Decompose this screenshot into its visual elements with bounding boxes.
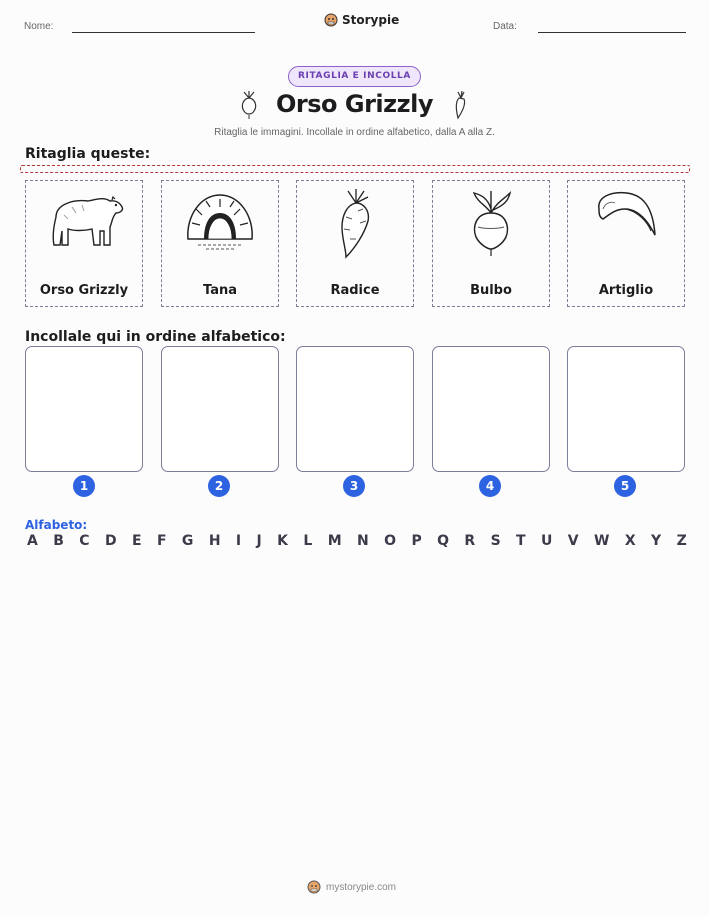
alphabet-letter: S	[490, 533, 501, 549]
paste-section-title: Incollale qui in ordine alfabetico:	[25, 329, 286, 345]
brand-logo	[324, 13, 399, 27]
order-number: 3	[343, 475, 365, 497]
footer	[307, 880, 396, 894]
den-icon	[182, 187, 258, 251]
storypie-mascot-icon	[324, 13, 338, 27]
alphabet-row	[27, 533, 687, 549]
storypie-mascot-icon	[307, 880, 321, 894]
alphabet-letter: K	[277, 533, 288, 549]
alphabet-letter: Z	[676, 533, 687, 549]
paste-box-5[interactable]	[567, 346, 685, 472]
card-label: Bulbo	[470, 283, 512, 298]
alphabet-letter: O	[384, 533, 397, 549]
cutout-card[interactable]	[296, 180, 414, 307]
cutout-card[interactable]	[161, 180, 279, 307]
alphabet-letter: P	[411, 533, 422, 549]
cut-section-title: Ritaglia queste:	[25, 146, 151, 162]
alphabet-letter: Y	[651, 533, 662, 549]
alphabet-letter: C	[79, 533, 90, 549]
instructions: Ritaglia le immagini. Incollale in ordine alfabetico, dalla A alla Z.	[214, 127, 495, 138]
alphabet-letter: T	[516, 533, 526, 549]
alphabet-letter: V	[567, 533, 579, 549]
bear-icon	[42, 187, 126, 253]
activity-badge: RITAGLIA E INCOLLA	[288, 66, 421, 87]
alphabet-letter: M	[327, 533, 342, 549]
alphabet-letter: H	[208, 533, 221, 549]
date-label: Data:	[493, 21, 517, 32]
card-label: Orso Grizzly	[39, 283, 129, 298]
paste-box-2[interactable]	[161, 346, 279, 472]
root-decor-icon	[450, 90, 472, 120]
card-label: Tana	[203, 283, 237, 298]
alphabet-letter: N	[357, 533, 369, 549]
alphabet-letter: Q	[437, 533, 449, 549]
cut-line	[20, 165, 690, 173]
alphabet-letter: L	[303, 533, 313, 549]
alphabet-letter: J	[256, 533, 262, 549]
root-icon	[330, 187, 380, 259]
order-number: 5	[614, 475, 636, 497]
order-number: 2	[208, 475, 230, 497]
name-line	[72, 32, 255, 33]
order-number: 1	[73, 475, 95, 497]
cutout-card[interactable]	[25, 180, 143, 307]
footer-url[interactable]: mystorypie.com	[326, 881, 397, 893]
alphabet-letter: F	[156, 533, 167, 549]
card-label: Radice	[330, 283, 380, 298]
brand-name: Storypie	[342, 13, 400, 27]
alphabet-title: Alfabeto:	[25, 518, 88, 532]
paste-box-3[interactable]	[296, 346, 414, 472]
alphabet-letter: X	[624, 533, 636, 549]
card-label: Artiglio	[598, 283, 654, 298]
name-label: Nome:	[24, 21, 54, 32]
alphabet-letter: U	[541, 533, 553, 549]
paste-box-1[interactable]	[25, 346, 143, 472]
alphabet-letter: W	[594, 533, 610, 549]
bulb-icon	[464, 187, 518, 257]
cutout-card[interactable]	[432, 180, 550, 307]
alphabet-letter: I	[235, 533, 242, 549]
cutout-card[interactable]	[567, 180, 685, 307]
alphabet-letter: A	[27, 533, 38, 549]
order-number: 4	[479, 475, 501, 497]
alphabet-letter: D	[104, 533, 117, 549]
alphabet-letter: B	[53, 533, 64, 549]
page-title: Orso Grizzly	[276, 90, 433, 118]
date-line	[538, 32, 686, 33]
alphabet-letter: G	[181, 533, 194, 549]
alphabet-letter: E	[131, 533, 142, 549]
paste-box-4[interactable]	[432, 346, 550, 472]
claw-icon	[591, 187, 661, 247]
alphabet-letter: R	[464, 533, 476, 549]
